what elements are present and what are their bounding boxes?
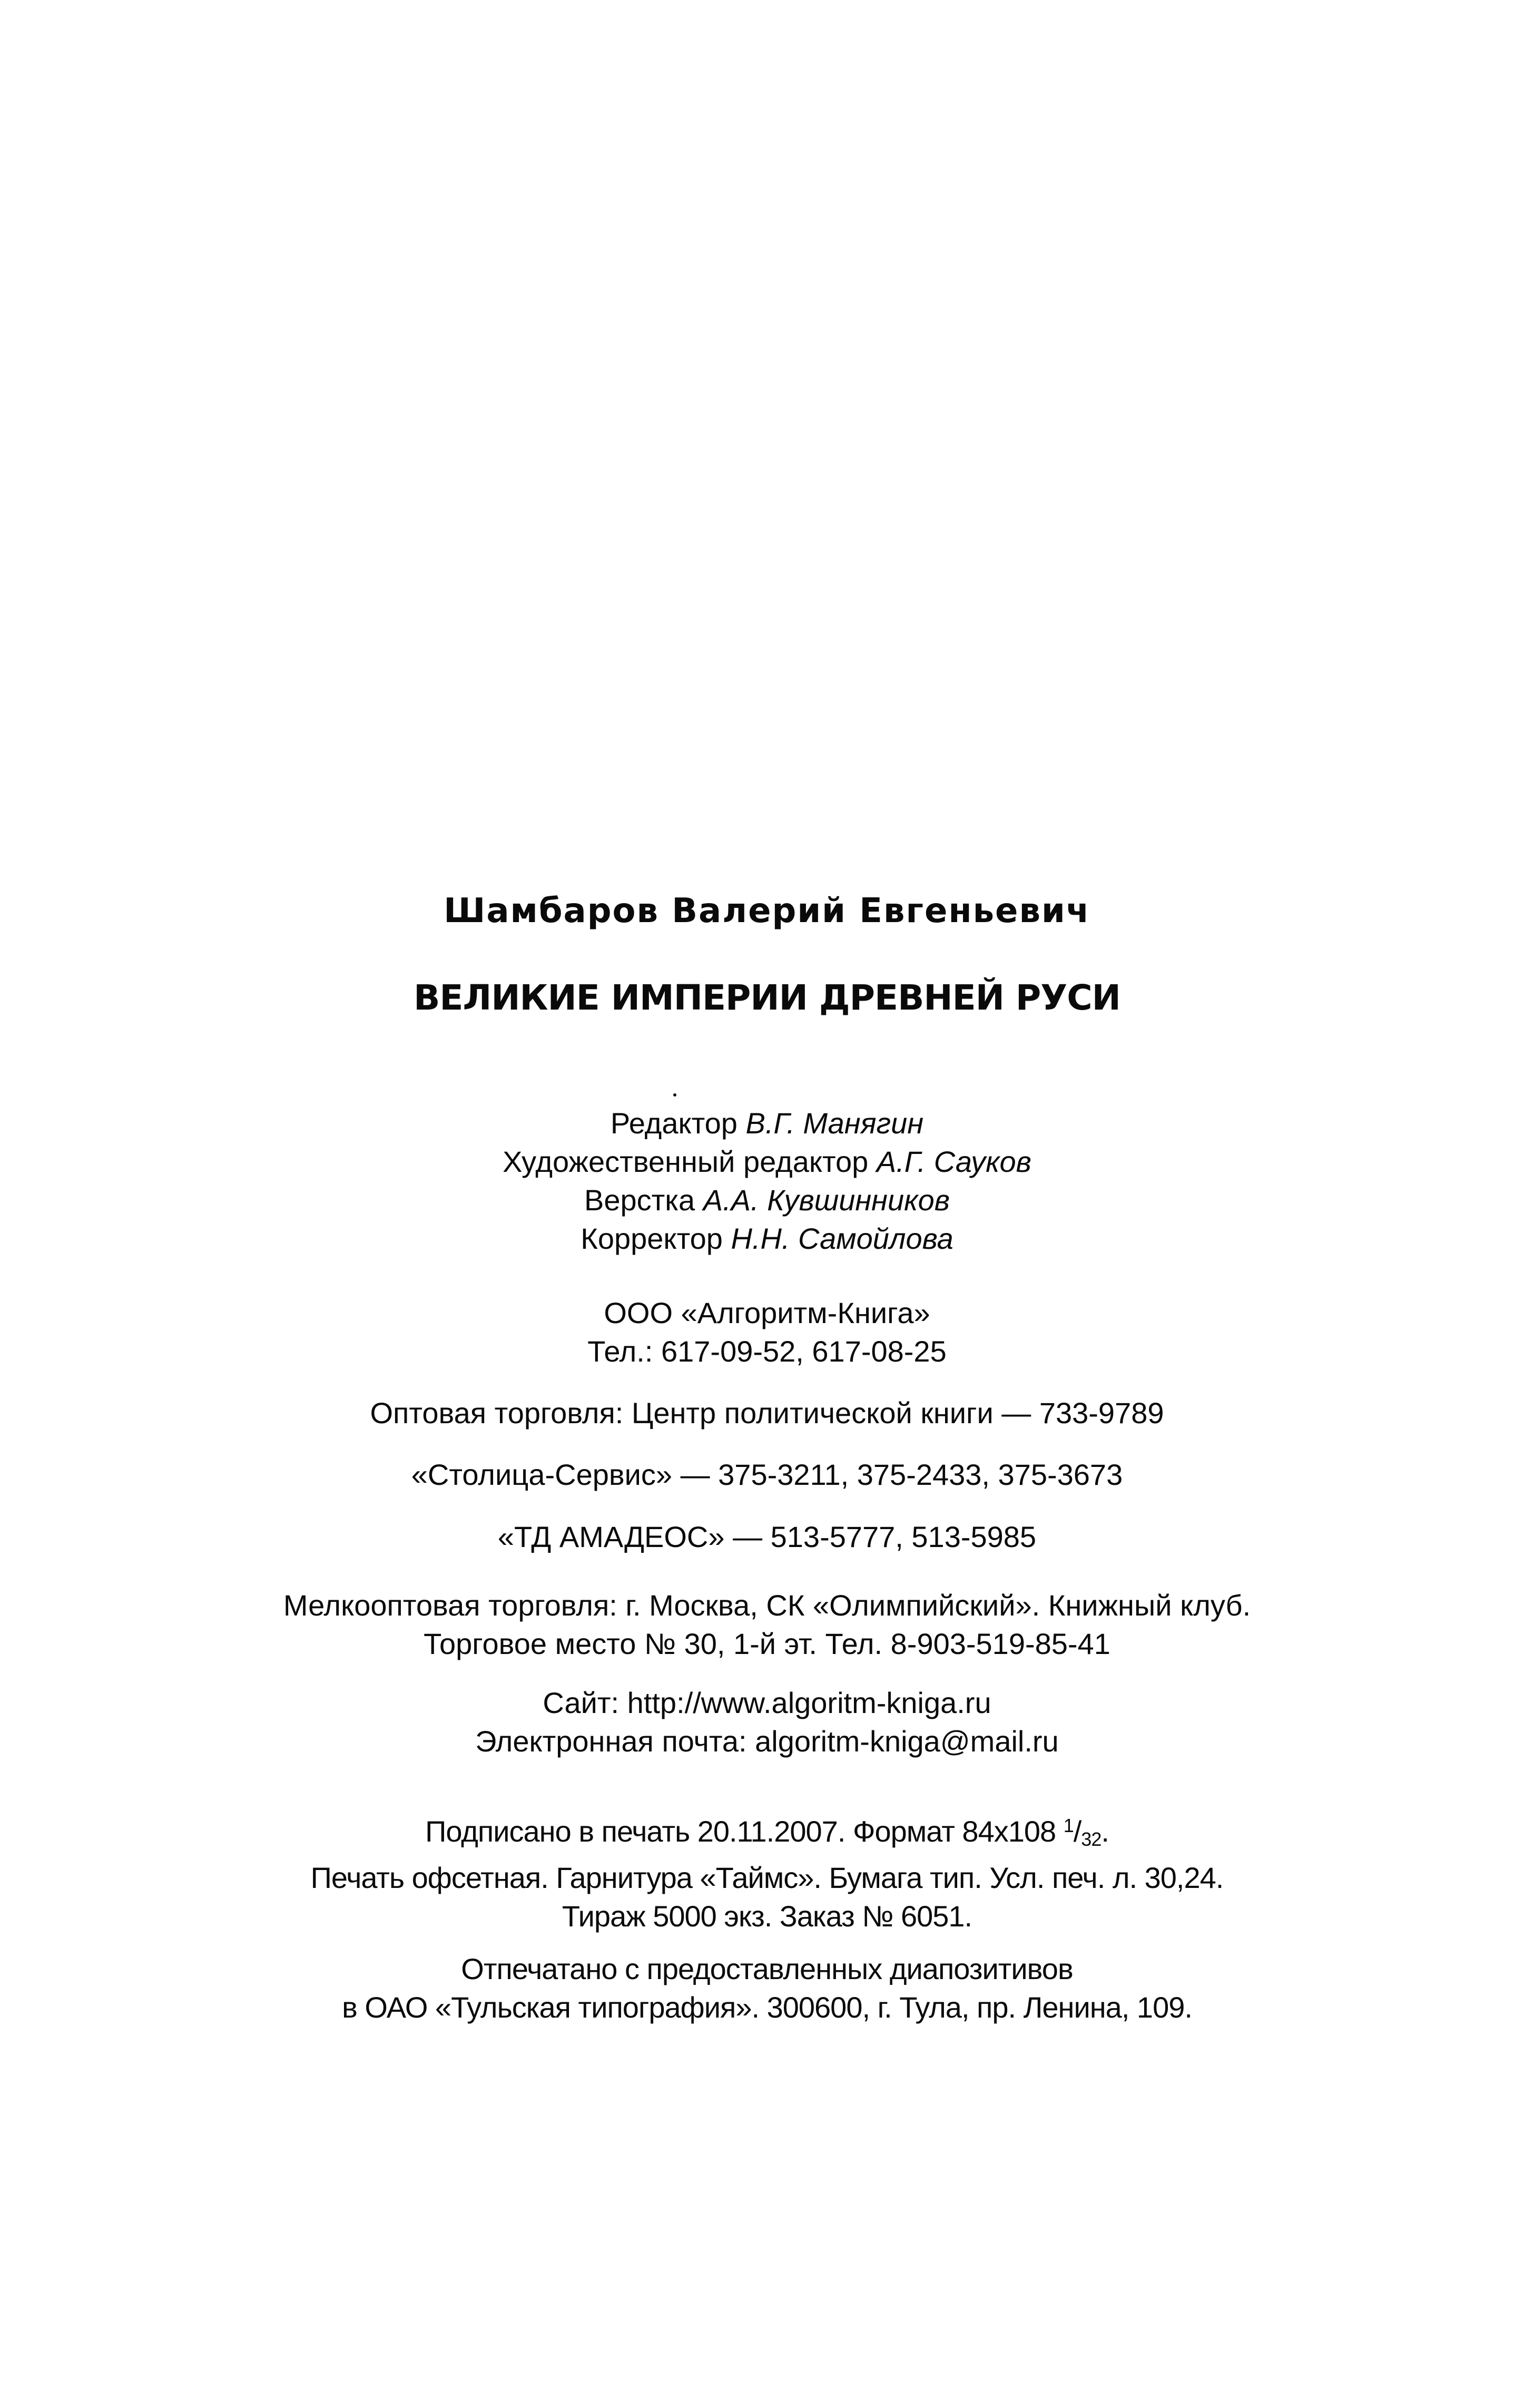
- print-run-line: Тираж 5000 экз. Заказ № 6051.: [562, 1900, 972, 1933]
- signed-line: Подписано в печать 20.11.2007. Формат 84x108 $^1/_{32}$.: [425, 1815, 1109, 1850]
- wholesale-line-1: [0, 1394, 1534, 1432]
- wholesale-text-3: «ТД АМАДЕОС» — 513-5777, 513-5985: [497, 1520, 1037, 1553]
- publisher-name: ООО «Алгоритм-Книга»: [604, 1296, 930, 1329]
- art-editor-line: [0, 1142, 1534, 1181]
- art-editor-name: А.Г. Сауков: [876, 1145, 1031, 1178]
- signed-text: Подписано в печать 20.11.2007. Формат 84x108: [425, 1815, 1064, 1848]
- printer-info: [0, 1950, 1534, 2027]
- publisher-info: [0, 1294, 1534, 1371]
- staff-credits: [0, 1104, 1534, 1258]
- small-wholesale-line-2: Торговое место № 30, 1-й эт. Тел. 8-903-519-85-41: [424, 1627, 1110, 1660]
- email-line: Электронная почта: algoritm-kniga@mail.ru: [475, 1725, 1059, 1758]
- wholesale-line-3: [0, 1518, 1534, 1556]
- small-wholesale-info: [0, 1586, 1534, 1663]
- layout-name: А.А. Кувшинников: [703, 1183, 950, 1217]
- proofreader-role: Корректор: [581, 1222, 731, 1255]
- wholesale-text-1: Оптовая торговля: Центр политической книги — 733-9789: [370, 1396, 1164, 1430]
- author-name: [0, 892, 1534, 931]
- wholesale-text-2: «Столица-Сервис» — 375-3211, 375-2433, 375-3673: [411, 1458, 1123, 1491]
- printer-line-1: Отпечатано с предоставленных диапозитивов: [461, 1952, 1073, 1985]
- publisher-phone: Тел.: 617-09-52, 617-08-25: [587, 1335, 947, 1368]
- layout-role: Верстка: [584, 1183, 703, 1217]
- layout-line: [0, 1181, 1534, 1219]
- stray-dot: [673, 1093, 676, 1097]
- editor-role: Редактор: [610, 1107, 746, 1140]
- website-line: Сайт: http://www.algoritm-kniga.ru: [543, 1686, 991, 1719]
- author-text: Шамбаров Валерий Евгеньевич: [444, 892, 1090, 931]
- format-denominator: 32: [1081, 1828, 1102, 1850]
- proofreader-name: Н.Н. Самойлова: [731, 1222, 953, 1255]
- proofreader-line: [0, 1219, 1534, 1258]
- printer-line-2: в ОАО «Тульская типография». 300600, г. Тула, пр. Ленина, 109.: [342, 1991, 1192, 2024]
- editor-name: В.Г. Манягин: [745, 1107, 924, 1140]
- print-specs-line: Печать офсетная. Гарнитура «Таймс». Бумага тип. Усл. печ. л. 30,24.: [310, 1861, 1224, 1894]
- print-details: [0, 1806, 1534, 1935]
- art-editor-role: Художественный редактор: [503, 1145, 877, 1178]
- format-numerator: 1: [1063, 1815, 1074, 1836]
- editor-line: [0, 1104, 1534, 1142]
- book-title: [0, 977, 1534, 1018]
- web-contacts: [0, 1683, 1534, 1760]
- title-text: ВЕЛИКИЕ ИМПЕРИИ ДРЕВНЕЙ РУСИ: [414, 977, 1120, 1018]
- small-wholesale-line-1: Мелкооптовая торговля: г. Москва, СК «Олимпийский». Книжный клуб.: [283, 1589, 1251, 1622]
- format-end: .: [1101, 1815, 1109, 1848]
- wholesale-line-2: [0, 1455, 1534, 1494]
